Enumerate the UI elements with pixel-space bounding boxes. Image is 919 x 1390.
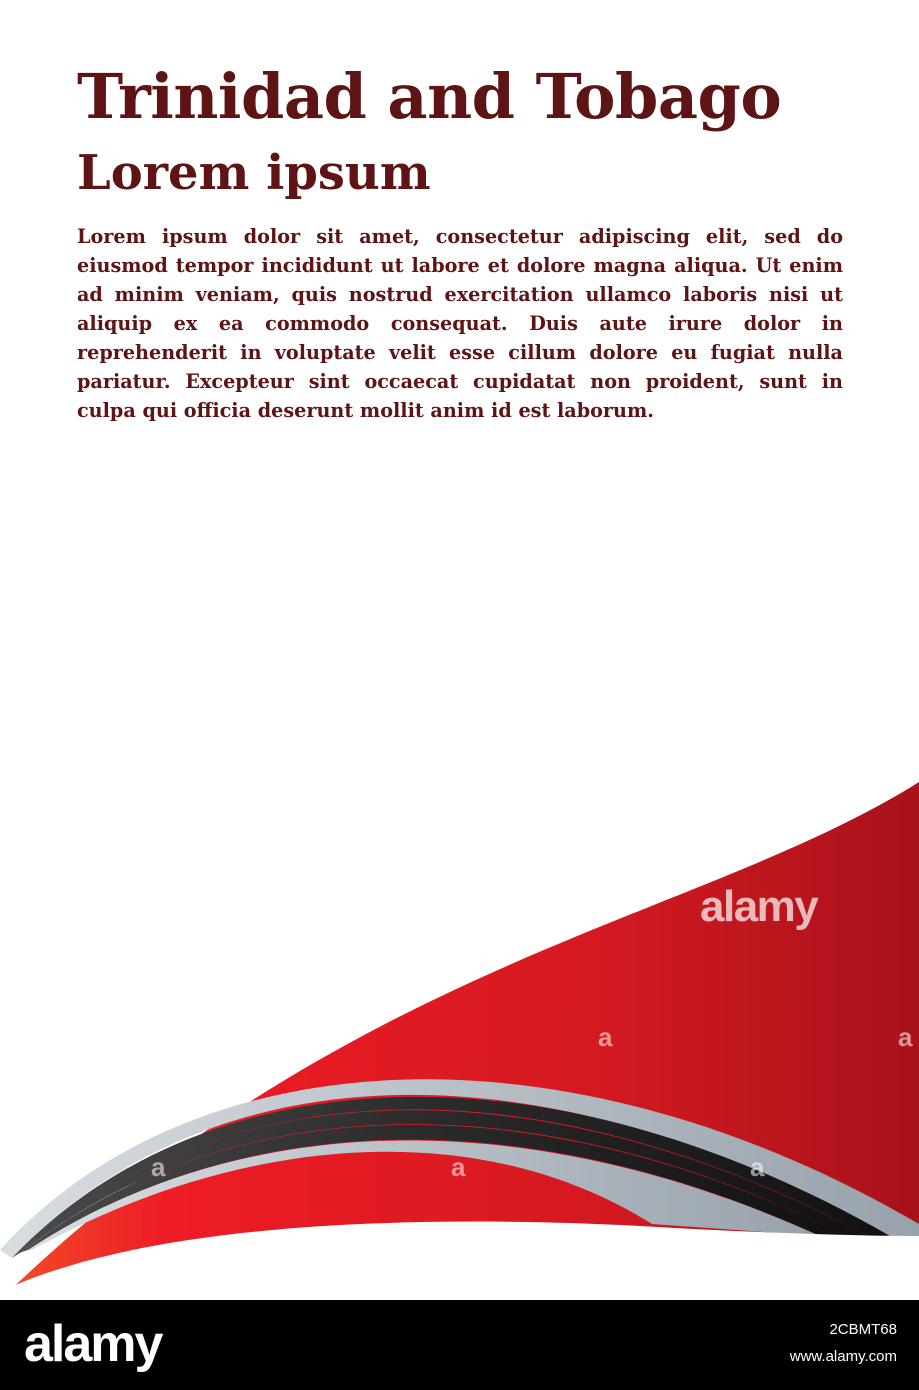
page-subtitle: Lorem ipsum <box>77 145 431 201</box>
watermark-small: a <box>750 1152 765 1182</box>
stock-footer-bar <box>0 1300 919 1390</box>
watermark-small: a <box>598 1022 613 1052</box>
watermark-small: a <box>898 1022 913 1052</box>
watermark-main: alamy <box>700 882 818 931</box>
source-url: www.alamy.com <box>789 1348 897 1365</box>
image-id: 2CBMT68 <box>829 1321 897 1338</box>
page-title: Trinidad and Tobago <box>77 60 782 133</box>
alamy-logo: alamy <box>24 1315 162 1373</box>
watermark-small: a <box>451 1152 466 1182</box>
watermark-small: a <box>151 1152 166 1182</box>
body-paragraph: Lorem ipsum dolor sit amet, consectetur adipiscing elit, sed do eiusmod tempor incididunt ut labore et dolore magna aliqua. Ut enim ad minim veniam, quis nostrud exercitation ullamco laboris nisi ut aliquip ex ea commodo consequat. Duis aute irure dolor in reprehenderit in voluptate velit esse cillum dolore eu fugiat nulla pariatur. Excepteur sint occaecat cupidatat non proident, sunt in culpa qui officia deserunt mollit anim id est laborum. <box>77 225 843 422</box>
